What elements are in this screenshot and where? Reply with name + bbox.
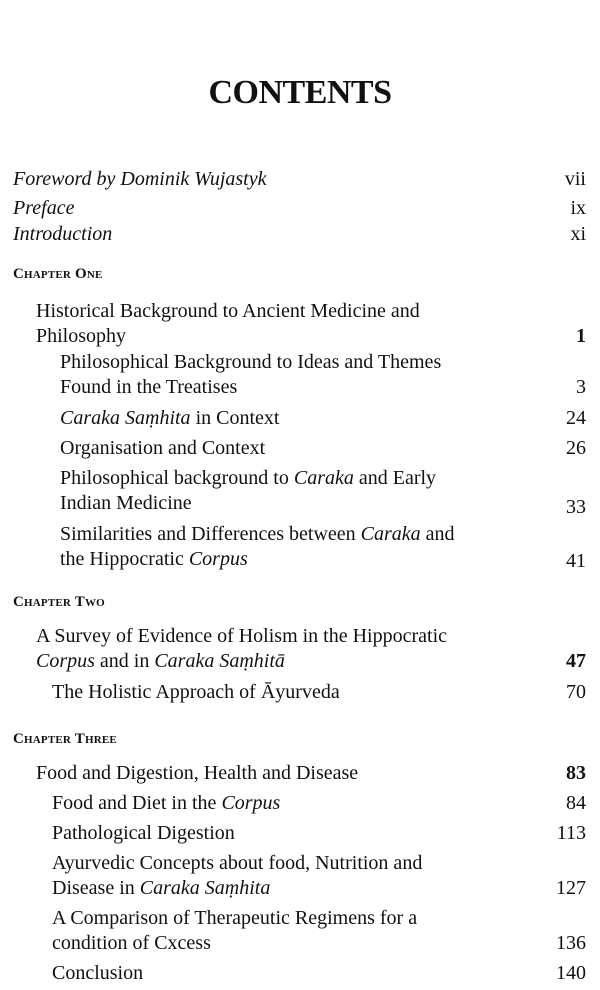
toc-entry-label: A Comparison of Therapeutic Regimens for a <box>52 907 418 929</box>
page-title: CONTENTS <box>208 74 392 111</box>
toc-entry-label: Historical Background to Ancient Medicine and <box>36 300 420 322</box>
toc-page-number: 33 <box>566 496 586 518</box>
toc-entry-label: Corpus and in Caraka Saṃhitā <box>36 650 285 672</box>
toc-page-number: 113 <box>556 822 586 844</box>
toc-entry-label: Food and Digestion, Health and Disease <box>36 762 359 784</box>
toc-entry-label: Found in the Treatises <box>60 376 238 398</box>
toc-entry[interactable] <box>0 299 600 349</box>
toc-entry-label: Philosophical background to Caraka and Early <box>60 467 437 489</box>
toc-entry[interactable] <box>0 350 600 400</box>
toc-page-number: ix <box>570 197 586 219</box>
toc-entry-label: Ayurvedic Concepts about food, Nutrition and <box>52 852 423 874</box>
toc-entry-label: Philosophy <box>36 325 127 347</box>
toc-entry[interactable] <box>0 466 600 516</box>
toc-entry-label: Indian Medicine <box>60 492 192 514</box>
toc-entry-label: Food and Diet in the Corpus <box>52 792 281 814</box>
toc-page-number: 127 <box>556 877 586 899</box>
toc-page-number: 3 <box>576 376 586 398</box>
toc-entry-label: Disease in Caraka Saṃhita <box>52 877 271 899</box>
toc-page-number: 24 <box>566 407 586 429</box>
toc-entry-label: the Hippocratic Corpus <box>60 548 248 570</box>
toc-page-number: 70 <box>566 681 586 703</box>
toc-entry-label: The Holistic Approach of Āyurveda <box>52 681 340 703</box>
toc-entry-label: Introduction <box>13 223 113 245</box>
toc-page-number: 83 <box>566 762 586 784</box>
toc-entry-label: Pathological Digestion <box>52 822 235 844</box>
toc-page-number: 84 <box>566 792 586 814</box>
toc-page-number: 26 <box>566 437 586 459</box>
chapter-heading: Chapter One <box>13 266 103 282</box>
toc-page-number: 41 <box>566 550 586 572</box>
toc-page-number: xi <box>570 223 586 245</box>
toc-entry-label: Caraka Saṃhita in Context <box>60 407 280 429</box>
toc-page-number: 47 <box>566 650 586 672</box>
toc-entry-label: Similarities and Differences between Caraka and <box>60 523 455 545</box>
toc-entry[interactable] <box>0 522 600 572</box>
chapter-heading: Chapter Three <box>13 731 117 747</box>
toc-page-number: 1 <box>576 325 586 347</box>
toc-entry-label: A Survey of Evidence of Holism in the Hippocratic <box>36 625 448 647</box>
toc-entry[interactable] <box>0 624 600 674</box>
chapter-heading: Chapter Two <box>13 594 105 610</box>
toc-page-number: 140 <box>556 962 586 984</box>
toc-entry-label: Conclusion <box>52 962 144 984</box>
toc-entry-label: condition of Cxcess <box>52 932 211 954</box>
toc-entry-label: Philosophical Background to Ideas and Themes <box>60 351 442 373</box>
toc-page-number: 136 <box>556 932 586 954</box>
toc-entry-label: Organisation and Context <box>60 437 266 459</box>
toc-entry[interactable] <box>0 851 600 901</box>
toc-page-number: vii <box>564 168 586 190</box>
toc-entry-label: Foreword by Dominik Wujastyk <box>13 168 267 190</box>
toc-entry[interactable] <box>0 906 600 956</box>
toc-entry-label: Preface <box>13 197 75 219</box>
